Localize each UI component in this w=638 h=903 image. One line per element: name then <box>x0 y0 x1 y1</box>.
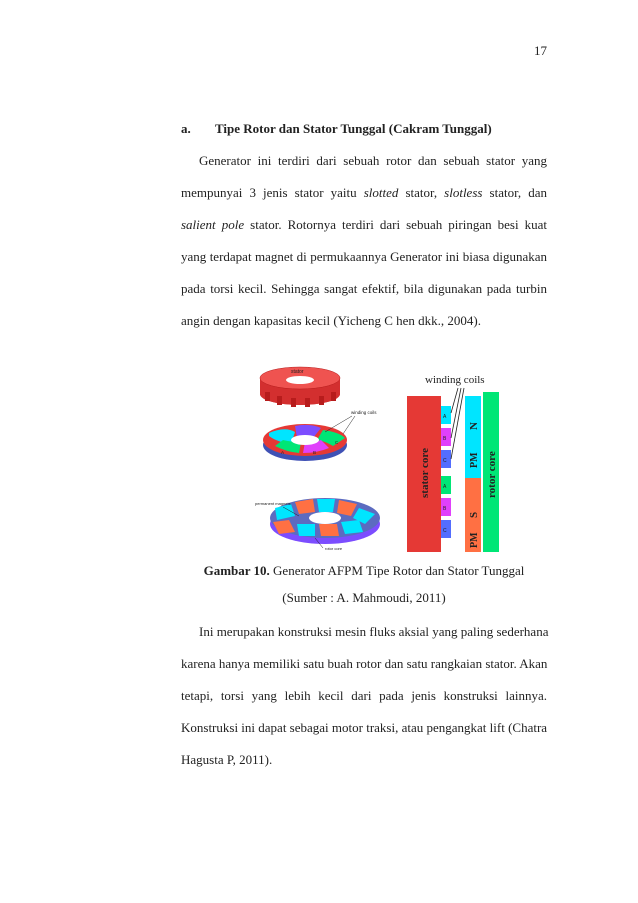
svg-text:S: S <box>468 511 480 518</box>
svg-text:stator: stator <box>291 369 304 375</box>
cross-section-diagram <box>407 374 499 552</box>
svg-text:N: N <box>468 422 480 430</box>
page-number: 17 <box>534 43 547 58</box>
svg-text:winding coils: winding coils <box>425 374 485 386</box>
p1-line-6: angin dengan kapasitas kecil (Yicheng C hen dkk., 2004). <box>181 313 482 328</box>
svg-text:rotor core: rotor core <box>486 451 498 498</box>
p1-line-3: salient pole stator. Rotornya terdiri dari sebuah piringan besi kuat <box>181 217 548 232</box>
p1-line-4: yang terdapat magnet di permukaannya Generator ini biasa digunakan <box>181 249 547 264</box>
svg-text:C: C <box>443 528 447 534</box>
rotor-disc <box>255 498 380 551</box>
caption-text: Generator AFPM Tipe Rotor dan Stator Tunggal <box>269 563 525 578</box>
p1-line-5: pada torsi kecil. Sehingga sangat efektif, bila digunakan pada turbin <box>181 281 547 296</box>
stator-disc <box>260 367 340 407</box>
section-label: a. <box>181 121 191 136</box>
winding-coils-disc <box>263 410 377 461</box>
svg-text:C: C <box>443 458 447 464</box>
svg-text:B: B <box>443 506 447 512</box>
p2-line-2: karena hanya memiliki satu buah rotor dan satu rangkaian stator. Akan <box>181 656 548 671</box>
paragraph-2 <box>181 616 547 776</box>
svg-text:A: A <box>443 484 447 490</box>
svg-text:B: B <box>313 450 317 455</box>
svg-text:C: C <box>335 440 339 445</box>
p2-line-1: Ini merupakan konstruksi mesin fluks aksial yang paling sederhana <box>199 624 549 639</box>
paragraph-1 <box>181 145 547 337</box>
figure-caption <box>181 563 547 579</box>
svg-text:PM: PM <box>469 532 480 548</box>
figure-source: (Sumber : A. Mahmoudi, 2011) <box>282 590 446 605</box>
p1-line-1: Generator ini terdiri dari sebuah rotor dan sebuah stator yang <box>199 153 547 168</box>
svg-text:PM: PM <box>469 452 480 468</box>
p1-line-2: mempunyai 3 jenis stator yaitu slotted stator, slotless stator, dan <box>181 185 547 200</box>
svg-text:B: B <box>443 436 447 442</box>
caption-label: Gambar 10. <box>203 563 270 578</box>
svg-text:stator core: stator core <box>419 448 431 498</box>
p2-line-5: Hagusta P, 2011). <box>181 752 273 767</box>
section-title: Tipe Rotor dan Stator Tunggal (Cakram Tunggal) <box>215 121 492 136</box>
svg-text:A: A <box>281 450 285 455</box>
svg-text:rotor core: rotor core <box>325 546 343 551</box>
svg-text:A: A <box>443 414 447 420</box>
svg-text:winding coils: winding coils <box>351 410 377 415</box>
afpm-generator-figure <box>255 358 515 554</box>
svg-text:permanent magnets: permanent magnets <box>255 501 291 506</box>
p2-line-3: tetapi, torsi yang lebih kecil dari pada jenis konstruksi lainnya. <box>181 688 547 703</box>
p2-line-4: Konstruksi ini dapat sebagai motor traksi, atau pengangkat lift (Chatra <box>181 720 548 735</box>
section-heading <box>181 121 492 137</box>
